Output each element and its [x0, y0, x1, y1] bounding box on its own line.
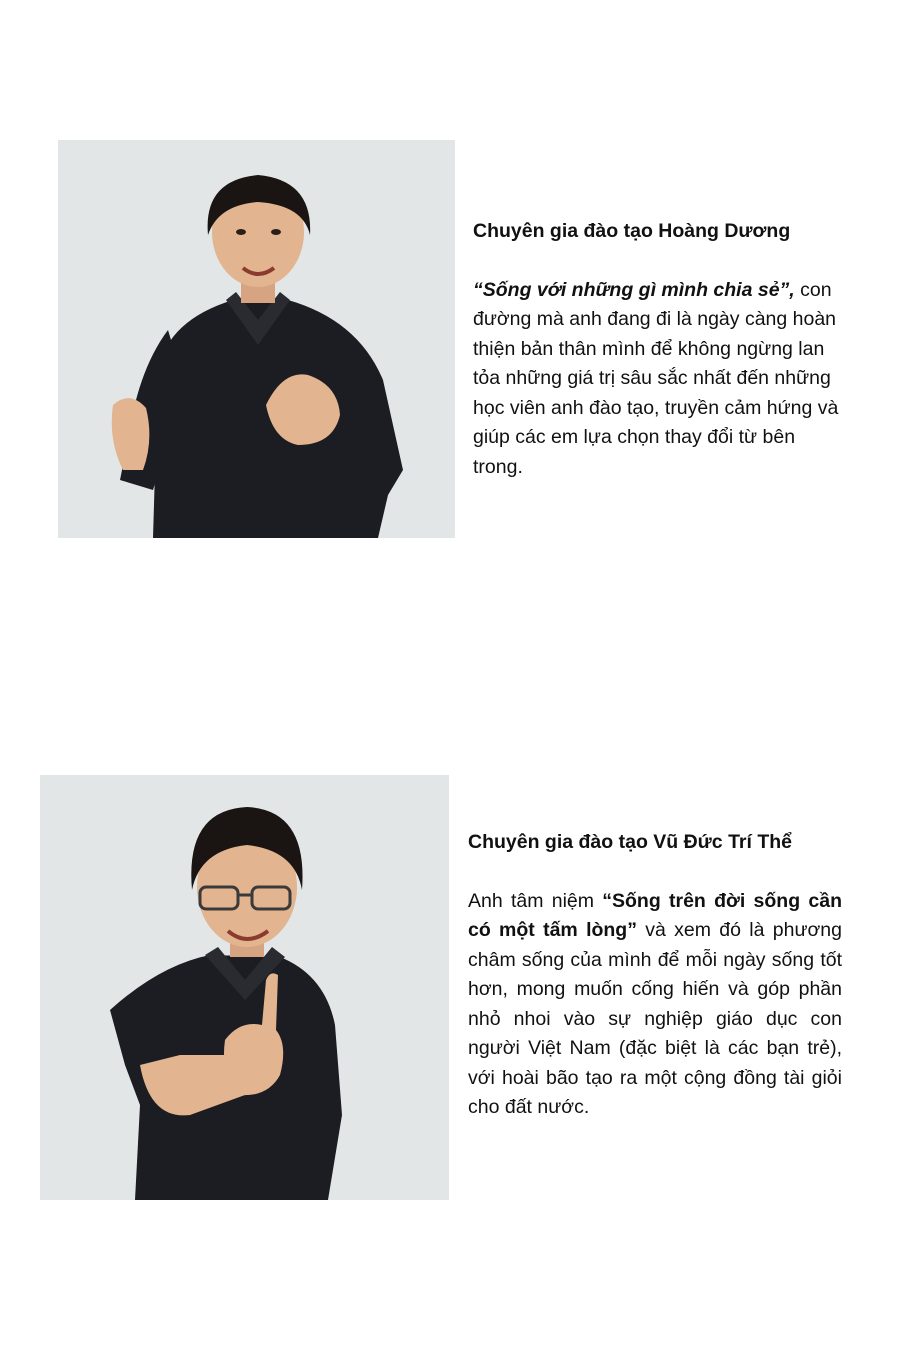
- expert1-bio: [473, 217, 848, 482]
- expert2-description: [468, 887, 842, 1123]
- expert2-bio: [468, 828, 842, 1123]
- expert1-description: [473, 276, 848, 483]
- expert2-portrait-image: [40, 775, 449, 1200]
- expert2-name: Chuyên gia đào tạo Vũ Đức Trí Thể: [468, 831, 792, 853]
- expert1-text: con đường mà anh đang đi là ngày càng hoàn thiện bản thân mình để không ngừng lan tỏa những giá trị sâu sắc nhất đến những học viên anh đào tạo, truyền cảm hứng và giúp các em lựa chọn thay đổi từ bên trong.: [473, 278, 839, 478]
- expert1-quote: “Sống với những gì mình chia sẻ”,: [473, 278, 795, 301]
- expert2-intro: Anh tâm niệm: [468, 889, 603, 912]
- expert1-name: Chuyên gia đào tạo Hoàng Dương: [473, 220, 791, 242]
- expert1-photo: [58, 140, 455, 538]
- expert2-photo: [40, 775, 449, 1200]
- expert2-text: và xem đó là phương châm sống của mình để mỗi ngày sống tốt hơn, mong muốn cống hiến và góp phần nhỏ nhoi vào sự nghiệp giáo dục con người Việt Nam (đặc biệt là các bạn trẻ), với hoài bão tạo ra một cộng đồng tài giỏi cho đất nước.: [468, 919, 842, 1118]
- expert1-portrait-image: [58, 140, 455, 538]
- expert2-quote: “Sống trên đời sống cần có một tấm lòng”: [468, 889, 842, 941]
